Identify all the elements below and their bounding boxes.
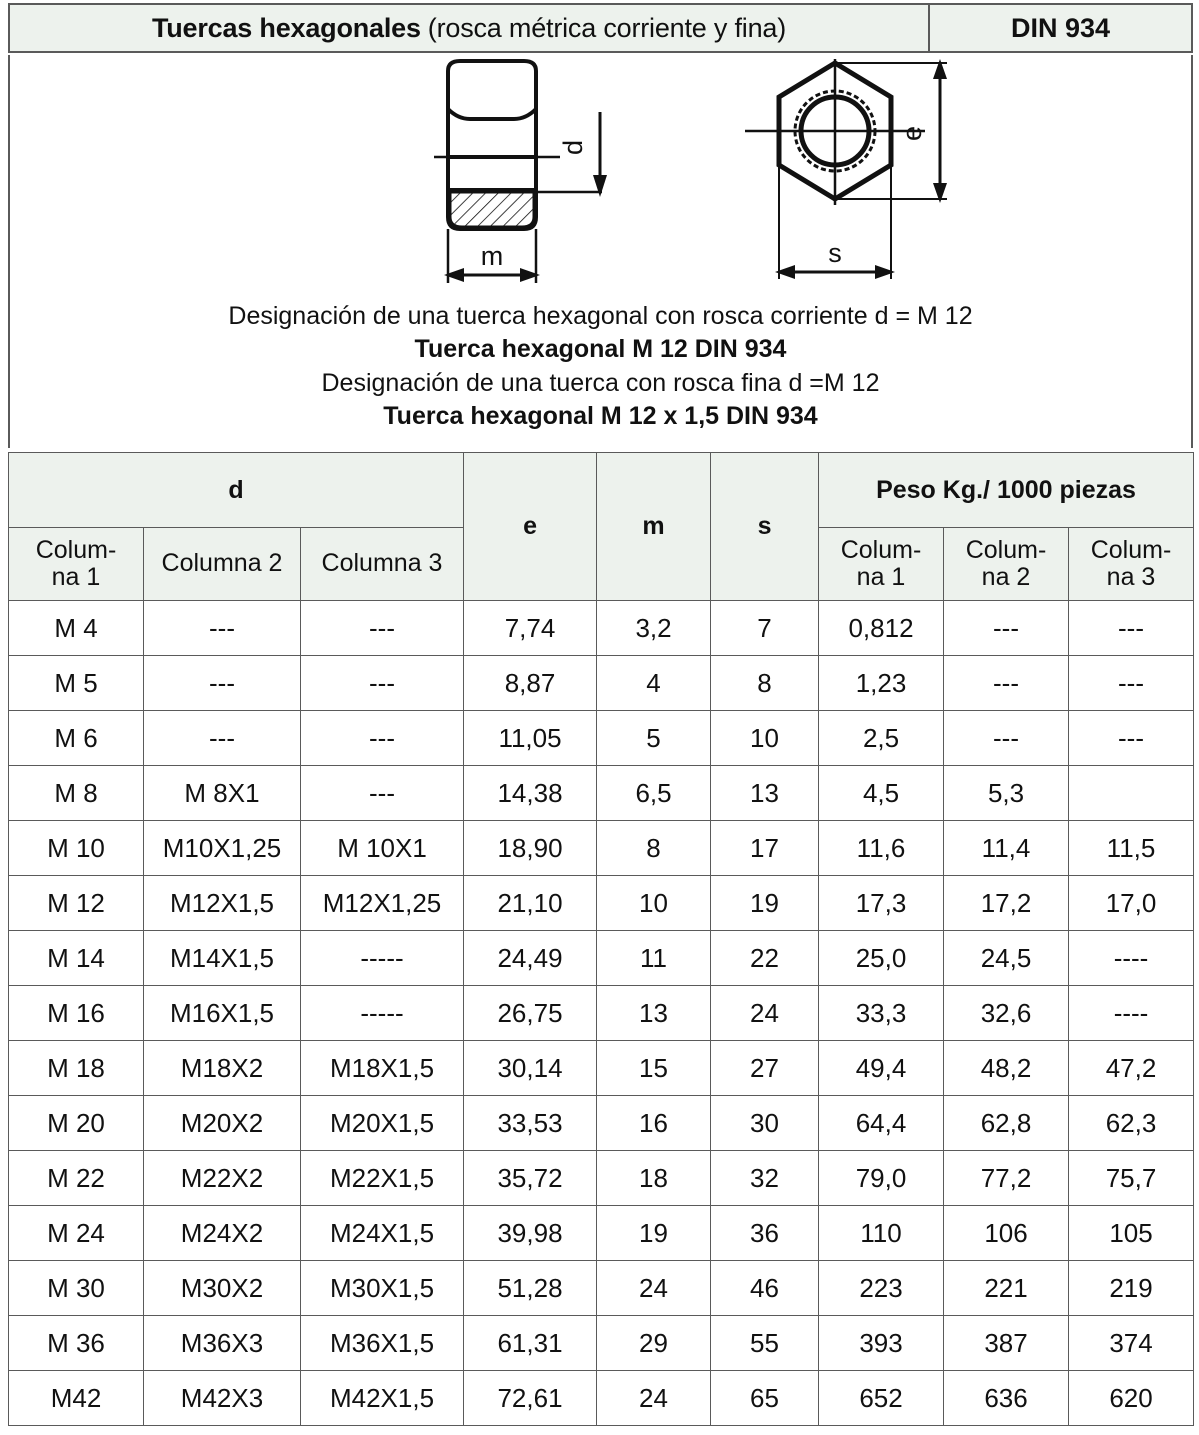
- designation-line-2: Tuerca hexagonal M 12 DIN 934: [414, 335, 787, 364]
- row-cell-s: 8: [711, 656, 819, 711]
- row-cell-peso-columna-3: 75,7: [1069, 1151, 1194, 1206]
- header-group-d: d: [9, 453, 464, 528]
- nut-chamfer-line: [448, 109, 536, 119]
- row-cell-s: 30: [711, 1096, 819, 1151]
- row-cell-peso-columna-2: 11,4: [944, 821, 1069, 876]
- figures-row: [10, 57, 1191, 297]
- row-cell-s: 32: [711, 1151, 819, 1206]
- row-cell-m: 19: [597, 1206, 711, 1261]
- row-cell-e: 51,28: [464, 1261, 597, 1316]
- table-row: [9, 1096, 1194, 1151]
- row-cell-d-columna-3: ---: [301, 766, 464, 821]
- title-bar: [8, 3, 1193, 53]
- row-cell-e: 18,90: [464, 821, 597, 876]
- row-cell-m: 3,2: [597, 601, 711, 656]
- header-peso-columna-2: Colum- na 2: [944, 528, 1069, 601]
- table-row: [9, 601, 1194, 656]
- row-cell-s: 24: [711, 986, 819, 1041]
- row-cell-d-columna-3: M24X1,5: [301, 1206, 464, 1261]
- row-cell-m: 10: [597, 876, 711, 931]
- row-cell-peso-columna-3: ---: [1069, 711, 1194, 766]
- row-cell-peso-columna-2: 77,2: [944, 1151, 1069, 1206]
- row-cell-d-columna-1: M 24: [9, 1206, 144, 1261]
- row-cell-s: 36: [711, 1206, 819, 1261]
- table-row: [9, 1151, 1194, 1206]
- designation-line-1: Designación de una tuerca hexagonal con rosca corriente d = M 12: [228, 302, 973, 330]
- row-cell-peso-columna-3: 105: [1069, 1206, 1194, 1261]
- row-cell-peso-columna-3: 620: [1069, 1371, 1194, 1426]
- d-dimension-label: d: [558, 139, 588, 155]
- row-cell-m: 18: [597, 1151, 711, 1206]
- row-cell-peso-columna-2: 17,2: [944, 876, 1069, 931]
- row-cell-peso-columna-2: ---: [944, 711, 1069, 766]
- row-cell-peso-columna-1: 0,812: [819, 601, 944, 656]
- row-cell-d-columna-3: M20X1,5: [301, 1096, 464, 1151]
- row-cell-e: 33,53: [464, 1096, 597, 1151]
- title-main: [10, 5, 930, 51]
- table-row: [9, 1261, 1194, 1316]
- row-cell-d-columna-1: M 22: [9, 1151, 144, 1206]
- m-dimension-label: m: [480, 241, 504, 271]
- drawing-panel: [8, 55, 1193, 448]
- designation-line-3: Designación de una tuerca con rosca fina d =M 12: [321, 368, 880, 397]
- table-row: [9, 1316, 1194, 1371]
- row-cell-d-columna-1: M 14: [9, 931, 144, 986]
- row-cell-peso-columna-1: 1,23: [819, 656, 944, 711]
- row-cell-d-columna-2: M16X1,5: [144, 986, 301, 1041]
- row-cell-e: 7,74: [464, 601, 597, 656]
- row-cell-d-columna-2: M18X2: [144, 1041, 301, 1096]
- row-cell-peso-columna-1: 79,0: [819, 1151, 944, 1206]
- row-cell-s: 55: [711, 1316, 819, 1371]
- header-d-columna-3: Columna 3: [301, 528, 464, 601]
- row-cell-e: 30,14: [464, 1041, 597, 1096]
- nut-top-view-svg: [735, 57, 980, 292]
- row-cell-d-columna-2: M24X2: [144, 1206, 301, 1261]
- row-cell-peso-columna-3: 11,5: [1069, 821, 1194, 876]
- row-cell-s: 65: [711, 1371, 819, 1426]
- row-cell-m: 8: [597, 821, 711, 876]
- row-cell-d-columna-2: M36X3: [144, 1316, 301, 1371]
- nut-section-view-svg: [430, 57, 630, 292]
- row-cell-d-columna-1: M 6: [9, 711, 144, 766]
- row-cell-d-columna-1: M 30: [9, 1261, 144, 1316]
- row-cell-peso-columna-3: 47,2: [1069, 1041, 1194, 1096]
- table-row: [9, 656, 1194, 711]
- row-cell-peso-columna-1: 2,5: [819, 711, 944, 766]
- row-cell-m: 13: [597, 986, 711, 1041]
- row-cell-d-columna-1: M 12: [9, 876, 144, 931]
- row-cell-d-columna-2: ---: [144, 711, 301, 766]
- row-cell-d-columna-3: M 10X1: [301, 821, 464, 876]
- row-cell-m: 5: [597, 711, 711, 766]
- row-cell-d-columna-2: ---: [144, 656, 301, 711]
- row-cell-s: 27: [711, 1041, 819, 1096]
- row-cell-peso-columna-3: ----: [1069, 986, 1194, 1041]
- row-cell-e: 14,38: [464, 766, 597, 821]
- s-dimension-label: s: [828, 238, 842, 268]
- row-cell-peso-columna-2: 62,8: [944, 1096, 1069, 1151]
- table-row: [9, 1206, 1194, 1261]
- row-cell-s: 10: [711, 711, 819, 766]
- row-cell-e: 39,98: [464, 1206, 597, 1261]
- header-peso-columna-1: Colum- na 1: [819, 528, 944, 601]
- row-cell-m: 24: [597, 1261, 711, 1316]
- row-cell-m: 15: [597, 1041, 711, 1096]
- row-cell-d-columna-1: M 16: [9, 986, 144, 1041]
- table-row: [9, 986, 1194, 1041]
- row-cell-peso-columna-1: 223: [819, 1261, 944, 1316]
- row-cell-d-columna-1: M 4: [9, 601, 144, 656]
- row-cell-peso-columna-1: 393: [819, 1316, 944, 1371]
- row-cell-m: 16: [597, 1096, 711, 1151]
- header-col-m: m: [597, 453, 711, 601]
- header-col-e: e: [464, 453, 597, 601]
- row-cell-m: 6,5: [597, 766, 711, 821]
- row-cell-peso-columna-3: 17,0: [1069, 876, 1194, 931]
- row-cell-d-columna-1: M 8: [9, 766, 144, 821]
- row-cell-m: 29: [597, 1316, 711, 1371]
- row-cell-d-columna-2: M 8X1: [144, 766, 301, 821]
- header-d-columna-2: Columna 2: [144, 528, 301, 601]
- row-cell-s: 19: [711, 876, 819, 931]
- row-cell-peso-columna-2: ---: [944, 656, 1069, 711]
- row-cell-d-columna-2: M20X2: [144, 1096, 301, 1151]
- standard-code: DIN 934: [1010, 12, 1111, 43]
- header-peso-columna-3: Colum- na 3: [1069, 528, 1194, 601]
- row-cell-s: 46: [711, 1261, 819, 1316]
- table-row: [9, 931, 1194, 986]
- row-cell-peso-columna-2: ---: [944, 601, 1069, 656]
- row-cell-peso-columna-1: 64,4: [819, 1096, 944, 1151]
- row-cell-peso-columna-2: 48,2: [944, 1041, 1069, 1096]
- table-row: [9, 711, 1194, 766]
- table-header-row-1: [9, 453, 1194, 528]
- header-d-columna-1: Colum- na 1: [9, 528, 144, 601]
- row-cell-d-columna-1: M 36: [9, 1316, 144, 1371]
- row-cell-peso-columna-3: 219: [1069, 1261, 1194, 1316]
- row-cell-e: 35,72: [464, 1151, 597, 1206]
- designation-line-4: Tuerca hexagonal M 12 x 1,5 DIN 934: [383, 401, 818, 430]
- row-cell-peso-columna-3: ----: [1069, 931, 1194, 986]
- row-cell-d-columna-2: ---: [144, 601, 301, 656]
- row-cell-m: 4: [597, 656, 711, 711]
- row-cell-peso-columna-2: 636: [944, 1371, 1069, 1426]
- row-cell-peso-columna-1: 49,4: [819, 1041, 944, 1096]
- row-cell-d-columna-3: ---: [301, 656, 464, 711]
- row-cell-d-columna-3: M42X1,5: [301, 1371, 464, 1426]
- row-cell-d-columna-3: M22X1,5: [301, 1151, 464, 1206]
- row-cell-peso-columna-3: 62,3: [1069, 1096, 1194, 1151]
- d-arrowhead: [593, 175, 607, 197]
- table-row: [9, 876, 1194, 931]
- row-cell-d-columna-1: M 5: [9, 656, 144, 711]
- row-cell-peso-columna-1: 25,0: [819, 931, 944, 986]
- row-cell-s: 22: [711, 931, 819, 986]
- row-cell-d-columna-2: M30X2: [144, 1261, 301, 1316]
- row-cell-e: 11,05: [464, 711, 597, 766]
- row-cell-d-columna-2: M22X2: [144, 1151, 301, 1206]
- specifications-table: [8, 452, 1194, 1426]
- row-cell-peso-columna-2: 221: [944, 1261, 1069, 1316]
- row-cell-d-columna-1: M 10: [9, 821, 144, 876]
- row-cell-d-columna-1: M 20: [9, 1096, 144, 1151]
- row-cell-peso-columna-1: 652: [819, 1371, 944, 1426]
- row-cell-peso-columna-1: 4,5: [819, 766, 944, 821]
- row-cell-peso-columna-2: 106: [944, 1206, 1069, 1261]
- row-cell-peso-columna-2: 5,3: [944, 766, 1069, 821]
- row-cell-d-columna-2: M10X1,25: [144, 821, 301, 876]
- row-cell-e: 61,31: [464, 1316, 597, 1371]
- row-cell-s: 13: [711, 766, 819, 821]
- row-cell-e: 24,49: [464, 931, 597, 986]
- row-cell-d-columna-2: M42X3: [144, 1371, 301, 1426]
- row-cell-d-columna-3: M12X1,25: [301, 876, 464, 931]
- table-body: [9, 601, 1194, 1426]
- row-cell-d-columna-1: M42: [9, 1371, 144, 1426]
- row-cell-d-columna-3: ---: [301, 711, 464, 766]
- row-cell-peso-columna-2: 32,6: [944, 986, 1069, 1041]
- row-cell-d-columna-2: M14X1,5: [144, 931, 301, 986]
- row-cell-peso-columna-1: 11,6: [819, 821, 944, 876]
- row-cell-d-columna-3: M36X1,5: [301, 1316, 464, 1371]
- row-cell-peso-columna-3: ---: [1069, 656, 1194, 711]
- table-row: [9, 821, 1194, 876]
- row-cell-peso-columna-3: 374: [1069, 1316, 1194, 1371]
- row-cell-d-columna-3: ---: [301, 601, 464, 656]
- section-hatching: [450, 192, 534, 227]
- row-cell-e: 72,61: [464, 1371, 597, 1426]
- row-cell-d-columna-3: M30X1,5: [301, 1261, 464, 1316]
- table-row: [9, 1041, 1194, 1096]
- row-cell-peso-columna-1: 17,3: [819, 876, 944, 931]
- row-cell-peso-columna-2: 24,5: [944, 931, 1069, 986]
- row-cell-e: 21,10: [464, 876, 597, 931]
- table-row: [9, 766, 1194, 821]
- row-cell-peso-columna-2: 387: [944, 1316, 1069, 1371]
- row-cell-s: 17: [711, 821, 819, 876]
- header-group-peso: Peso Kg./ 1000 piezas: [819, 453, 1194, 528]
- row-cell-m: 24: [597, 1371, 711, 1426]
- row-cell-peso-columna-3: ---: [1069, 601, 1194, 656]
- row-cell-s: 7: [711, 601, 819, 656]
- title-normal-text: (rosca métrica corriente y fina): [427, 12, 787, 43]
- row-cell-e: 8,87: [464, 656, 597, 711]
- designation-block: [10, 300, 1191, 433]
- title-bold-text: Tuercas hexagonales: [151, 12, 421, 43]
- row-cell-d-columna-2: M12X1,5: [144, 876, 301, 931]
- row-cell-peso-columna-1: 33,3: [819, 986, 944, 1041]
- row-cell-peso-columna-1: 110: [819, 1206, 944, 1261]
- header-col-s: s: [711, 453, 819, 601]
- row-cell-peso-columna-3: [1069, 766, 1194, 821]
- row-cell-e: 26,75: [464, 986, 597, 1041]
- row-cell-d-columna-1: M 18: [9, 1041, 144, 1096]
- row-cell-d-columna-3: -----: [301, 986, 464, 1041]
- e-dimension-label: e: [897, 125, 927, 141]
- row-cell-m: 11: [597, 931, 711, 986]
- table-row: [9, 1371, 1194, 1426]
- row-cell-d-columna-3: M18X1,5: [301, 1041, 464, 1096]
- row-cell-d-columna-3: -----: [301, 931, 464, 986]
- table-head: [9, 453, 1194, 601]
